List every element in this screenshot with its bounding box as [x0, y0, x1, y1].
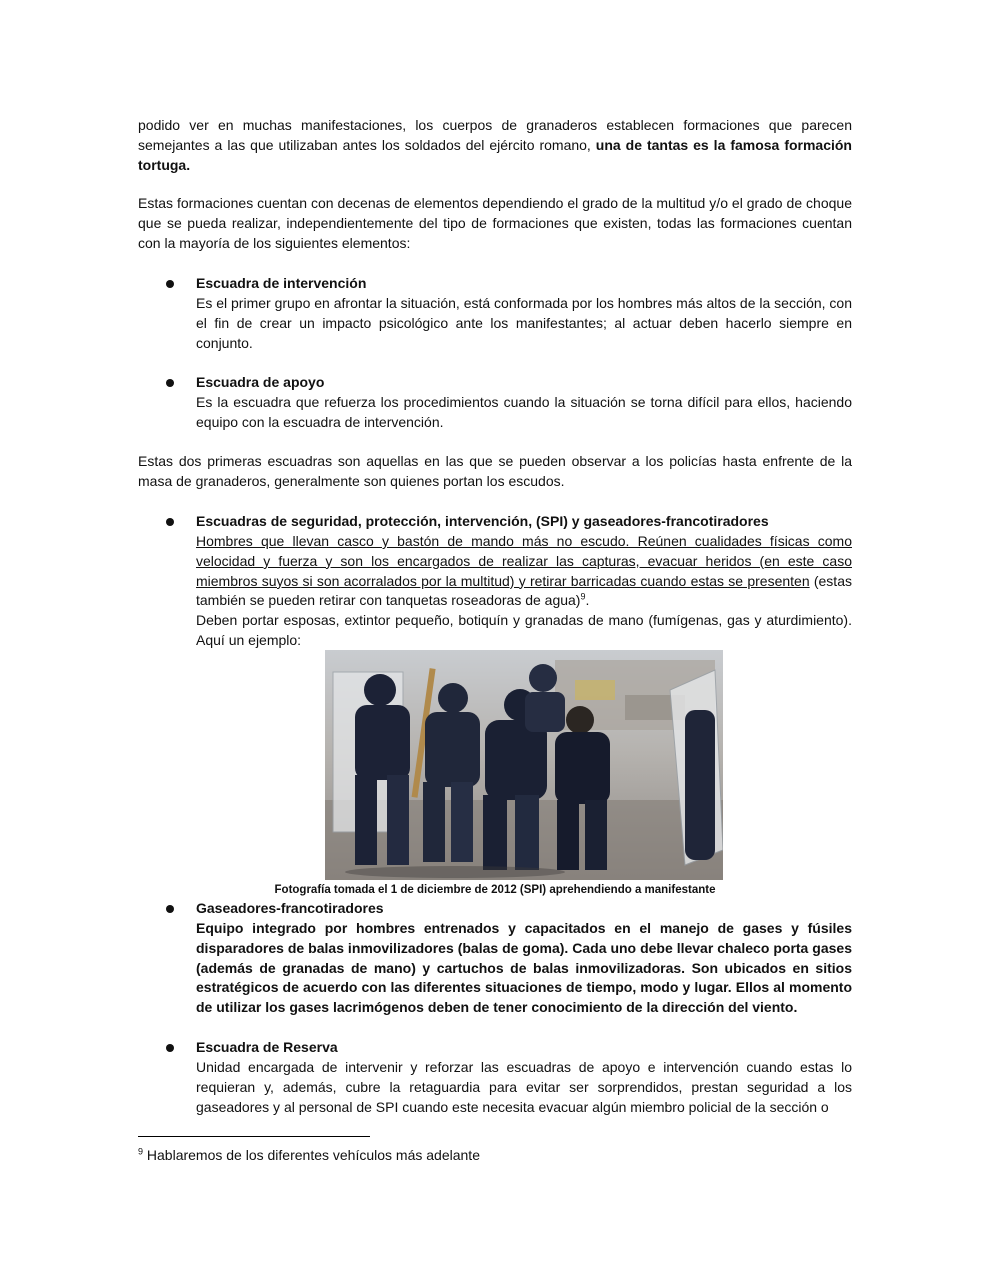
- intro-text: podido ver en muchas manifestaciones, los cuerpos de granaderos establecen formaciones que parecen semejantes a las que utilizaban antes los soldados del ejército romano,: [138, 117, 852, 153]
- bullet-icon: [166, 1044, 174, 1052]
- footnote-divider: [138, 1136, 370, 1137]
- item-spi-end: .: [585, 592, 590, 609]
- bullet-icon: [166, 379, 174, 387]
- footnote-ref[interactable]: 9: [580, 591, 586, 602]
- riot-police-photo: [325, 650, 723, 880]
- photo-caption: Fotografía tomada el 1 de diciembre de 2012 (SPI) aprehendiendo a manifestante: [274, 884, 716, 896]
- intro-paragraph: [138, 116, 852, 175]
- item-apoyo-title: Escuadra de apoyo: [196, 374, 325, 390]
- item-reserva-title: Escuadra de Reserva: [196, 1039, 338, 1055]
- item-gaseadores-body: Equipo integrado por hombres entrenados y capacitados en el manejo de gases y fúsiles disparadores de balas inmovilizadores (balas de goma). Cada uno debe llevar chaleco porta gases (además de granadas de mano) y cartuchos de balas inmovilizadoras. Son ubicados en sitios estratégicos de acuerdo con las diferentes situaciones de tiempo, modo y lugar. Ellos al momento de utilizar los gases lacrimógenos deben de tener conocimiento de la dirección del viento.: [196, 920, 852, 1016]
- footnote-text: Hablaremos de los diferentes vehículos más adelante: [143, 1147, 480, 1163]
- footnote: [138, 1146, 480, 1164]
- intro-bold: una de tantas es la famosa formación tortuga.: [138, 136, 852, 173]
- item-spi-body: [196, 532, 852, 611]
- escuadras-paragraph: Estas dos primeras escuadras son aquellas en las que se pueden observar a los policías hasta enfrente de la masa de granaderos, generalmente son quienes portan los escudos.: [138, 453, 852, 489]
- item-reserva-body: Unidad encargada de intervenir y reforzar las escuadras de apoyo e intervención cuando estas lo requieran y, además, cubre la retaguardia para evitar ser sorprendidos, prestan seguridad a los gaseadores y al personal de SPI cuando este necesita evacuar algún miembro policial de la sección o: [196, 1059, 852, 1115]
- bullet-icon: [166, 905, 174, 913]
- item-intervencion-body: Es el primer grupo en afrontar la situación, está conformada por los hombres más altos de la sección, con el fin de crear un impacto psicológico ante los manifestantes; al actuar deben hacerlo siempre en conjunto.: [196, 295, 852, 351]
- item-spi-underlined: Hombres que llevan casco y bastón de mando más no escudo. Reúnen cualidades físicas como velocidad y fuerza y son los encargados de realizar las capturas, evacuar heridos (en este caso miembros suyos si son acorralados por la multitud) y retirar barricadas cuando estas se presenten: [196, 533, 852, 589]
- footnote-mark: 9: [138, 1146, 144, 1157]
- item-spi-body2: Deben portar esposas, extintor pequeño, botiquín y granadas de mano (fumígenas, gas y aturdimiento). Aquí un ejemplo:: [196, 612, 852, 648]
- item-spi-title: Escuadras de seguridad, protección, intervención, (SPI) y gaseadores-francotiradores: [196, 513, 769, 529]
- item-gaseadores-title: Gaseadores-francotiradores: [196, 900, 384, 916]
- item-spi-after: (estas también se pueden retirar con tanquetas roseadoras de agua): [196, 572, 852, 609]
- item-apoyo-body: Es la escuadra que refuerza los procedimientos cuando la situación se torna difícil para ellos, haciendo equipo con la escuadra de intervención.: [196, 394, 852, 430]
- photo-illustration: [325, 650, 723, 880]
- formations-paragraph: Estas formaciones cuentan con decenas de elementos dependiendo el grado de la multitud y/o el grado de choque que se pueda realizar, independientemente del tipo de formaciones que existen, todas las formaciones cuentan con la mayoría de los siguientes elementos:: [138, 195, 852, 251]
- bullet-icon: [166, 518, 174, 526]
- bullet-icon: [166, 280, 174, 288]
- item-intervencion-title: Escuadra de intervención: [196, 275, 367, 291]
